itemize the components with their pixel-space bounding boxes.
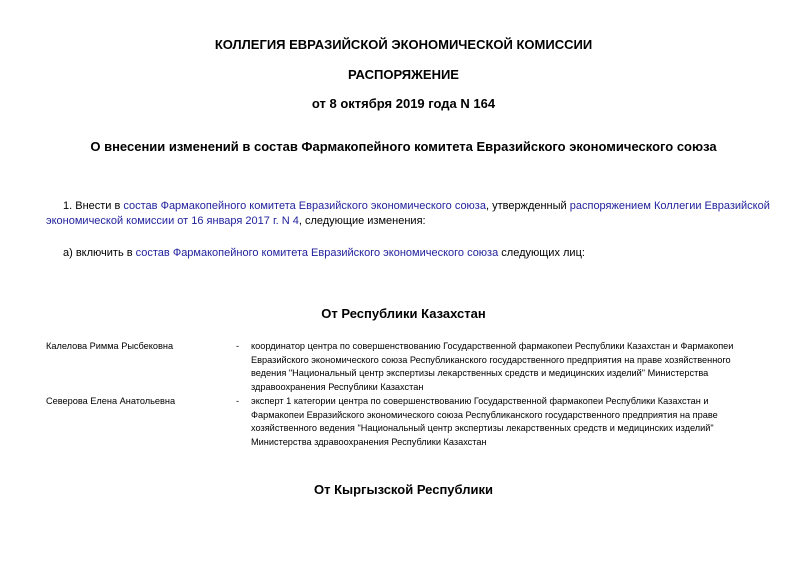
- issuer-title: КОЛЛЕГИЯ ЕВРАЗИЙСКОЙ ЭКОНОМИЧЕСКОЙ КОМИССИИ: [214, 37, 593, 52]
- member-name: Северова Елена Анатольевна: [46, 396, 176, 406]
- committee-composition-link-2[interactable]: состав Фармакопейного комитета Евразийского экономического союза: [135, 247, 499, 259]
- committee-composition-link[interactable]: состав Фармакопейного комитета Евразийского экономического союза: [123, 200, 486, 212]
- item-1-prefix: 1. Внести в: [63, 200, 124, 212]
- member-dash: -: [236, 396, 240, 406]
- item-1-suffix: , следующие изменения:: [298, 215, 426, 227]
- paragraph-item-a: [63, 246, 772, 261]
- paragraph-item-1: [46, 199, 772, 229]
- member-dash: -: [236, 341, 240, 351]
- member-role: координатор центра по совершенствованию Государственной фармакопеи Республики Казахстан и Фармакопеи Евразийского экономического союза Республиканского государственного предприятия на праве хозяйственного ведения "Национальный центр экспертизы лекарственных средств и медицинских изделий" Министерства здравоохранения Республики Казахстан: [251, 341, 734, 392]
- member-role: эксперт 1 категории центра по совершенствованию Государственной фармакопеи Республики Казахстан и Фармакопеи Евразийского экономического союза Республиканского государственного предприятия на праве хозяйственного ведения "Национальный центр экспертизы лекарственных средств и медицинских изделий" Министерства здравоохранения Республики Казахстан: [251, 396, 718, 447]
- document-date: от 8 октября 2019 года N 164: [311, 96, 496, 111]
- item-a-prefix: а) включить в: [63, 247, 136, 259]
- item-a-suffix: следующих лиц:: [498, 247, 585, 259]
- section-title-kyrgyzstan: От Кыргызской Республики: [313, 482, 493, 497]
- section-title-kazakhstan: От Республики Казахстан: [321, 306, 486, 321]
- document-subject: О внесении изменений в состав Фармакопейного комитета Евразийского экономического союза: [90, 139, 717, 154]
- member-name: Калелова Римма Рысбековна: [46, 341, 174, 351]
- item-1-mid: , утвержденный: [485, 200, 570, 212]
- board-order-link[interactable]: распоряжением Коллегии Евразийской экономической комиссии от 16 января 2017 г. N 4: [46, 200, 770, 227]
- document-type: РАСПОРЯЖЕНИЕ: [348, 67, 459, 82]
